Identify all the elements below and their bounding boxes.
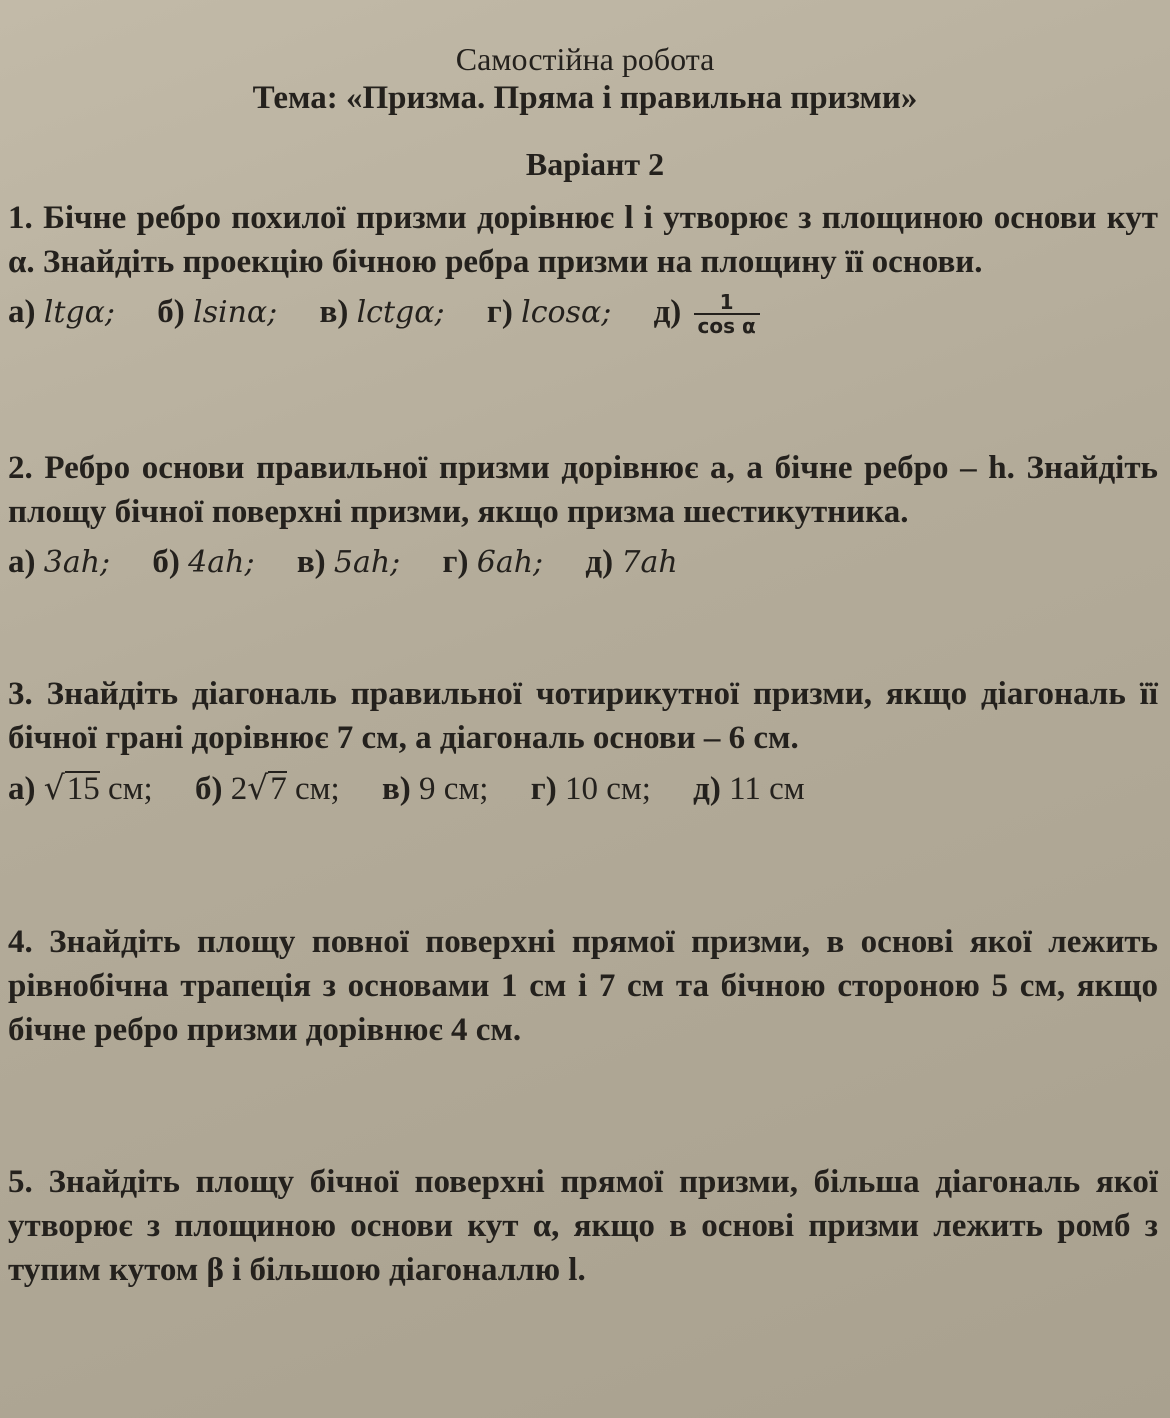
- answer-value: lcosα;: [521, 295, 612, 330]
- answer-label: г): [442, 544, 469, 580]
- answer-value: lctgα;: [356, 295, 445, 330]
- answer-value: 5ah;: [333, 545, 401, 580]
- task-4: [8, 920, 1158, 1052]
- answer-value: 3ah;: [43, 545, 111, 580]
- radical-sign: √: [43, 768, 65, 807]
- answer-value: [43, 768, 153, 807]
- task-5-text: 5. Знайдіть площу бічної поверхні прямої призми, більша діагональ якої утворює з площиною основи кут α, якщо в основі призми лежить ромб з тупим кутом β і більшою діагоналлю l.: [8, 1164, 1158, 1288]
- answer-option: [8, 540, 110, 585]
- answer-label: в): [381, 771, 411, 807]
- answer-option: [297, 540, 400, 585]
- answer-option: [195, 766, 340, 811]
- answer-label: б): [152, 544, 180, 580]
- variant-label: Варіант 2: [525, 146, 665, 182]
- answer-value: [230, 768, 340, 807]
- answer-unit: см;: [295, 771, 340, 807]
- answer-label: в): [296, 544, 326, 580]
- answer-label: д): [585, 544, 614, 580]
- answer-option: [157, 290, 277, 335]
- answer-option: [8, 766, 153, 811]
- task-2-text: 2. Ребро основи правильної призми дорівнює a, а бічне ребро – h. Знайдіть площу бічної поверхні призми, якщо призма шестикутника.: [8, 450, 1158, 530]
- task-1-answers: [8, 290, 1158, 337]
- answer-option: [487, 290, 611, 335]
- answer-label: д): [693, 771, 721, 807]
- task-4-text: 4. Знайдіть площу повної поверхні прямої призми, в основі якої лежить рівнобічна трапеція з основами 1 см і 7 см та бічною стороною 5 см, якщо бічне ребро призми дорівнює 4 см.: [8, 924, 1158, 1048]
- task-3-answers: [8, 766, 1158, 811]
- answer-label: а): [8, 294, 36, 330]
- task-1-text: 1. Бічне ребро похилої призми дорівнює l і утворює з площиною основи кут α. Знайдіть проекцію бічною ребра призми на площину її основи.: [8, 200, 1158, 280]
- answer-option: [8, 290, 115, 335]
- radicand: 15: [66, 771, 100, 807]
- answer-option: [152, 540, 254, 585]
- answer-label: в): [319, 294, 349, 330]
- radicand: 7: [270, 771, 287, 807]
- answer-option: [654, 290, 760, 337]
- answer-label: г): [486, 294, 513, 330]
- worksheet-topic: Тема: «Призма. Пряма і правильна призми»: [252, 80, 918, 116]
- answer-value: ltgα;: [43, 295, 115, 330]
- radical-sign: √: [247, 768, 269, 807]
- task-3-text: 3. Знайдіть діагональ правильної чотирикутної призми, якщо діагональ її бічної грані дорівнює 7 см, а діагональ основи – 6 см.: [8, 676, 1158, 756]
- answer-option: [693, 767, 805, 811]
- task-2-answers: [8, 540, 1158, 585]
- answer-value: 10 см;: [564, 771, 651, 807]
- answer-value: 6ah;: [476, 545, 544, 580]
- answer-label: б): [194, 771, 223, 807]
- answer-label: д): [653, 294, 682, 330]
- answer-label: г): [530, 771, 557, 807]
- fraction-denominator: cos α: [697, 314, 756, 339]
- answer-value: 7ah: [621, 545, 678, 580]
- answer-value: lsinα;: [192, 295, 278, 330]
- answer-value: 4ah;: [188, 545, 255, 580]
- answer-label: а): [8, 544, 36, 580]
- task-2: [8, 446, 1158, 585]
- answer-option: [531, 767, 651, 811]
- answer-option: [443, 540, 544, 585]
- fraction-numerator: 1: [694, 291, 760, 315]
- answer-label: б): [157, 294, 185, 330]
- answer-value: 11 см: [729, 771, 805, 807]
- answer-option: [320, 290, 445, 335]
- coefficient: 2: [230, 771, 248, 807]
- task-5: [8, 1160, 1158, 1292]
- answer-value: 9 см;: [419, 771, 489, 807]
- task-1: [8, 196, 1158, 337]
- answer-option: [382, 767, 489, 811]
- worksheet-title: Самостійна робота: [455, 41, 715, 77]
- answer-option: [585, 540, 677, 585]
- answer-label: а): [8, 771, 36, 807]
- answer-unit: см;: [108, 771, 153, 807]
- fraction: [694, 291, 760, 337]
- task-3: [8, 672, 1158, 811]
- header: [0, 40, 1170, 183]
